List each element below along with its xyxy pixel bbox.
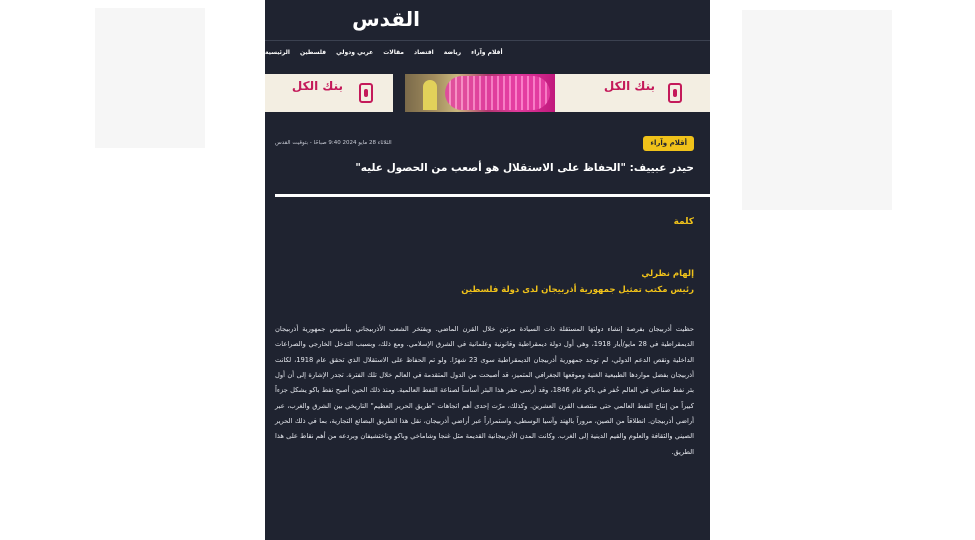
main-nav xyxy=(265,41,710,63)
author-name: إلهام نظرلي xyxy=(641,269,694,279)
article-body: حظيت أذربيجان بفرصة إنشاء دولتها المستقلة ذات السيادة مرتين خلال القرن الماضي. ويفتخر الشعب الأذربيجاني بتأسيس جمهورية أذربيجان الديمقراطية في 28 مايو/أيار 1918، وهي أول دولة ديمقراطية وقانونية وعلمانية في الشرق الإسلامي. ومع ذلك، وبسبب التدخل الخارجي والصراعات الداخلية ونقص الدعم الدولي، لم توجد جمهورية أذربيجان الديمقراطية سوى 23 شهرًا. ولو تم الحفاظ على الاستقلال الذي تحقق عام 1918، لكانت أذربيجان بفضل مواردها الطبيعية الغنية وموقعها الجغرافي المتميز، قد أصبحت من الدول المتقدمة في العالم خلال تلك الفترة. تجدر الإشارة إلى أن أول بئر نفط صناعي في العالم حُفر في باكو عام 1846، وقد أرسى حفر هذا البئر أساساً لصناعة النفط العالمية. ومنذ ذلك الحين أصبح نفط باكو يشكل جزءاً كبيراً من إنتاج النفط العالمي حتى منتصف القرن العشرين. وكذلك، مرّت إحدى أهم اتجاهات "طريق الحرير العظيم" التاريخي بين الشرق والغرب، عبر أراضي أذربيجان. انطلاقاً من الصين، مروراً بالهند وآسيا الوسطى، واستمراراً عبر أراضي أذربيجان، نقل هذا الطريق البضائع التجارية، بما في ذلك الحرير الصيني والثقافة والعلوم والقيم الدينية إلى الغرب. وكانت المدن الأذربيجانية القديمة مثل غنجا وشاماخي وباكو وناختشيفان وبردعه من أهم نقاط على هذا الطريق. xyxy=(275,325,694,456)
divider xyxy=(275,194,710,197)
worker-figure xyxy=(423,80,437,110)
ad-banner-small[interactable] xyxy=(265,74,393,112)
category-tag[interactable]: أقلام وآراء xyxy=(643,136,694,151)
nav-item-articles[interactable]: مقالات xyxy=(383,48,405,56)
date-line: الثلاثاء 28 مايو 2024 9:40 صباحًا - بتوقيت القدس xyxy=(275,140,392,146)
ad-banner-text: بنك الكل xyxy=(291,79,343,93)
background-blur-left xyxy=(95,8,205,148)
section-label: كلمة xyxy=(673,217,694,227)
nav-item-palestine[interactable]: فلسطين xyxy=(299,48,327,56)
ad-graphic xyxy=(445,76,550,110)
nav-item-economy[interactable]: اقتصاد xyxy=(414,48,434,56)
masthead xyxy=(265,0,710,41)
nav-item-arab-international[interactable]: عربي ودولي xyxy=(336,48,374,56)
nav-item-opinions[interactable]: أقلام وآراء xyxy=(471,48,503,56)
ad-photo xyxy=(405,74,555,112)
article-headline: حيدر عبييف: "الحفاظ على الاستقلال هو أصعب من الحصول عليه" xyxy=(355,162,694,174)
nav-item-home[interactable]: الرئيسية xyxy=(265,48,290,56)
ad-banner-large[interactable] xyxy=(405,74,710,112)
author-role: رئيس مكتب تمثيل جمهورية أذربيجان لدى دولة فلسطين xyxy=(461,285,694,295)
ad-banner-text: بنك الكل xyxy=(603,79,655,93)
nav-item-sports[interactable]: رياضة xyxy=(443,48,462,56)
news-page xyxy=(265,0,710,540)
bank-logo-icon xyxy=(359,83,373,103)
background-blur-right xyxy=(742,10,892,210)
site-logo[interactable]: القدس xyxy=(352,7,420,31)
article-meta xyxy=(265,136,710,154)
bank-logo-icon xyxy=(668,83,682,103)
